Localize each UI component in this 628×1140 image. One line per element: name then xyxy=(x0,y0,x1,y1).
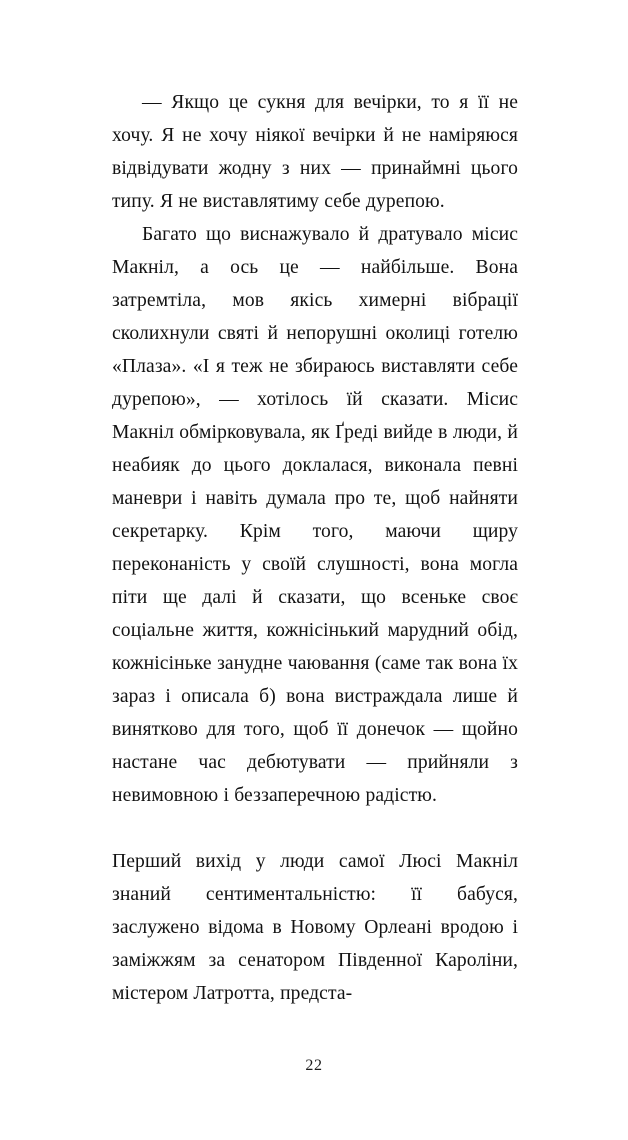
page-number: 22 xyxy=(305,1057,323,1074)
paragraph-3: Перший вихід у люди самої Люсі Макніл знаний сентиментальністю: її бабуся, заслужено відома в Новому Орлеані вродою і заміжжям за сенатором Південної Кароліни, містером Латротта, предста- xyxy=(112,851,518,1004)
body-text-block xyxy=(112,86,518,1010)
paragraph-2: Багато що виснажувало й дратувало місис Макніл, а ось це — найбільше. Вона затремтіла, мов якісь химерні вібрації сколихнули святі й непорушні околиці готелю «Плаза». «І я теж не збираюсь виставляти себе дурепою», — хотілось їй сказати. Місис Макніл обмірковувала, як Ґреді вийде в люди, й неабияк до цього доклалася, виконала певні маневри і навіть думала про те, щоб найняти секретарку. Крім того, маючи щиру переконаність у своїй слушності, вона могла піти ще далі й сказати, що всеньке своє соціальне життя, кожнісінький марудний обід, кожнісіньке занудне чаювання (саме так вона їх зараз і описала б) вона вистраждала лише й винятково для того, щоб її донечок — щойно настане час дебютувати — прийняли з невимовною і беззаперечною радістю. xyxy=(112,224,518,806)
paragraph-1: — Якщо це сукня для вечірки, то я її не хочу. Я не хочу ніякої вечірки й не наміряюся відвідувати жодну з них — принаймні цього типу. Я не виставлятиму себе дурепою. xyxy=(112,92,518,212)
